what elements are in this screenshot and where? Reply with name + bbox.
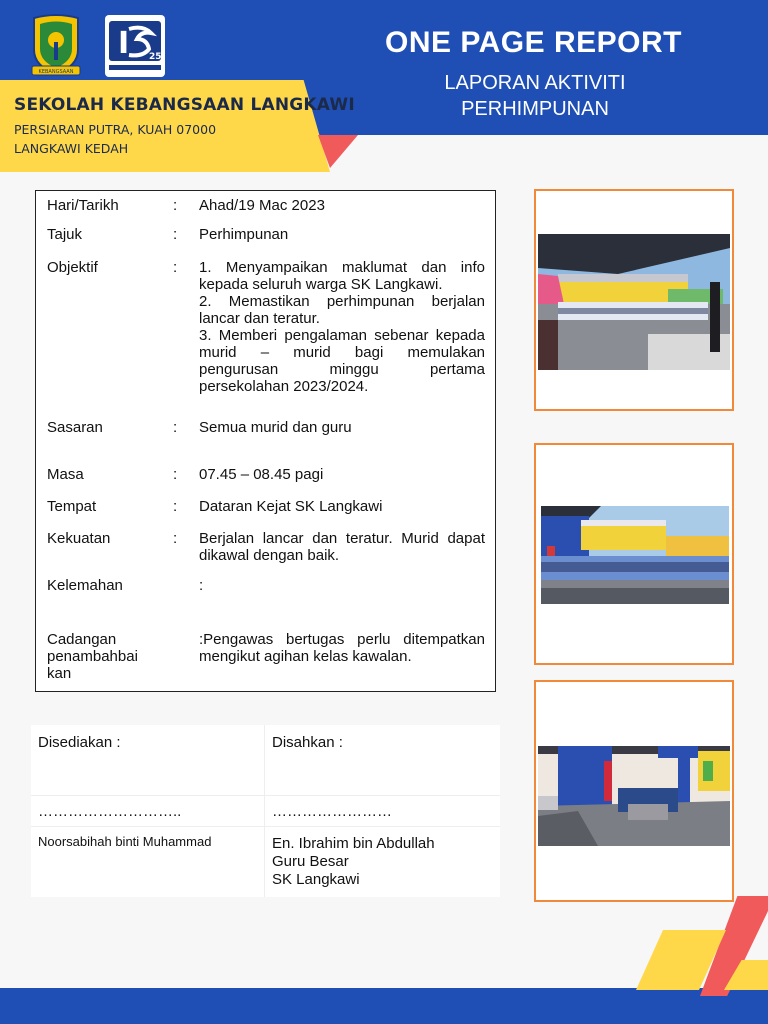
row-label: Masa [47, 466, 84, 483]
row-value: Berjalan lancar dan teratur. Murid dapat dikawal dengan baik. [199, 530, 485, 564]
assembly-photo-3 [538, 746, 730, 846]
row-colon: : [173, 530, 178, 547]
row-colon: : [173, 498, 178, 515]
address-line-2: LANGKAWI KEDAH [14, 141, 129, 156]
row-label: Sasaran [47, 419, 103, 436]
divider [31, 795, 500, 796]
prepared-by-label: Disediakan : [38, 734, 121, 751]
row-value: :Pengawas bertugas perlu ditempatkan mengikut agihan kelas kawalan. [199, 631, 485, 665]
assembly-photo-1 [538, 234, 730, 370]
approved-signature-line: …………………… [272, 803, 392, 820]
objective-item: 1. Menyampaikan maklumat dan info kepada seluruh warga SK Langkawi. [199, 259, 485, 293]
row-label: Tempat [47, 498, 97, 515]
row-value: Semua murid dan guru [199, 419, 352, 436]
anniversary-logo [105, 15, 165, 77]
report-title: ONE PAGE REPORT [385, 26, 682, 59]
signature-table [31, 725, 500, 897]
report-subtitle [395, 70, 675, 122]
row-value: Ahad/19 Mac 2023 [199, 197, 325, 214]
row-label: Kelemahan [47, 577, 123, 594]
state-crest-logo [26, 12, 86, 77]
row-colon: : [173, 466, 178, 483]
footer-banner [0, 988, 768, 1024]
address-line-1: PERSIARAN PUTRA, KUAH 07000 [14, 122, 217, 137]
row-value: Perhimpunan [199, 226, 289, 243]
row-label: Cadangan penambahbai kan [47, 631, 138, 682]
prepared-signature-line: ……………………….. [38, 803, 182, 820]
divider [31, 826, 500, 827]
subtitle-line-2: PERHIMPUNAN [461, 98, 609, 120]
svg-text:I: I [118, 26, 130, 61]
row-label: Hari/Tarikh [47, 197, 119, 214]
school-address [14, 120, 216, 158]
divider [264, 725, 265, 897]
prepared-by-name: Noorsabihah binti Muhammad [38, 834, 212, 849]
objective-item: 2. Memastikan perhimpunan berjalan lancar dan teratur. [199, 293, 485, 327]
assembly-photo-2 [541, 506, 729, 604]
crest-banner-text: KEBANGSAAN [38, 69, 74, 75]
row-value [199, 259, 485, 395]
photo-frame-1 [534, 189, 734, 411]
approved-by-block [272, 835, 435, 889]
objective-item: 3. Memberi pengalaman sebenar kepada murid – murid bagi memulakan pengurusan minggu pertama persekolahan 2023/2024. [199, 327, 485, 395]
report-details-table [35, 190, 496, 692]
photo-frame-2 [534, 443, 734, 665]
anniversary-number: 25 [149, 52, 162, 62]
row-value: Dataran Kejat SK Langkawi [199, 498, 383, 515]
row-label: Tajuk [47, 226, 83, 243]
row-colon: : [199, 577, 204, 594]
photo-frame-3 [534, 680, 734, 902]
school-name: SEKOLAH KEBANGSAAN LANGKAWI [14, 95, 355, 115]
approved-by-label: Disahkan : [272, 734, 343, 751]
row-label: Kekuatan [47, 530, 111, 547]
row-colon: : [173, 419, 178, 436]
row-colon: : [173, 226, 178, 243]
row-value: 07.45 – 08.45 pagi [199, 466, 324, 483]
row-colon: : [173, 197, 178, 214]
approved-by-org: SK Langkawi [272, 871, 360, 888]
approved-by-name: En. Ibrahim bin Abdullah [272, 835, 435, 852]
subtitle-line-1: LAPORAN AKTIVITI [444, 72, 626, 94]
approved-by-title: Guru Besar [272, 853, 349, 870]
row-colon: : [173, 259, 178, 276]
row-label: Objektif [47, 259, 98, 276]
